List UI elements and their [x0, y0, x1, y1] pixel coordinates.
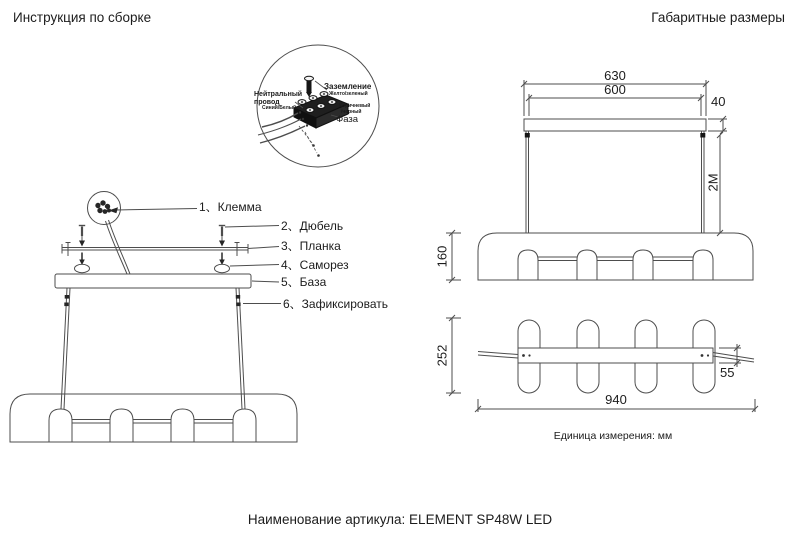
phase-label: Фаза	[336, 114, 359, 125]
lamp-body-assembly	[10, 394, 297, 442]
ground-label: Заземление	[324, 82, 372, 91]
dim-55: 55	[720, 365, 735, 380]
dim-160: 160	[434, 245, 450, 268]
page-title-left: Инструкция по сборке	[13, 10, 152, 25]
neutral-color-label: Синий/Белый	[262, 105, 297, 111]
part-label-planka: 3、Планка	[281, 239, 341, 253]
dowels	[79, 226, 225, 247]
part-label-baza: 5、База	[281, 275, 327, 289]
screws	[75, 253, 230, 273]
part-label-klemma: 1、Клемма	[199, 200, 262, 214]
dim-252: 252	[434, 344, 450, 367]
neutral-wire-label2: провод	[254, 99, 280, 106]
clamp-circle	[88, 192, 121, 225]
base-bar	[55, 274, 251, 288]
dim-2m: 2M	[705, 173, 721, 192]
phase-color-label2: /черный	[341, 109, 362, 115]
part-label-samorez: 4、Саморез	[281, 258, 349, 272]
clamp-wires	[95, 200, 111, 214]
ground-color-label: Желто/зеленый	[329, 91, 368, 97]
dim-600: 600	[604, 82, 626, 97]
phase-color-label: Коричневый	[339, 103, 371, 109]
units-note: Единица измерения: мм	[553, 430, 673, 442]
part-label-zafiksirovat: 6、Зафиксировать	[283, 297, 389, 311]
neutral-wire-label: Нейтральный	[254, 91, 303, 98]
dim-940: 940	[605, 392, 627, 407]
article-name: Наименование артикула: ELEMENT SP48W LED	[247, 512, 553, 527]
dim-630: 630	[604, 68, 626, 83]
part-label-dyubel: 2、Дюбель	[281, 219, 344, 233]
dim-40: 40	[711, 94, 726, 109]
page-title-right: Габаритные размеры	[651, 10, 785, 25]
